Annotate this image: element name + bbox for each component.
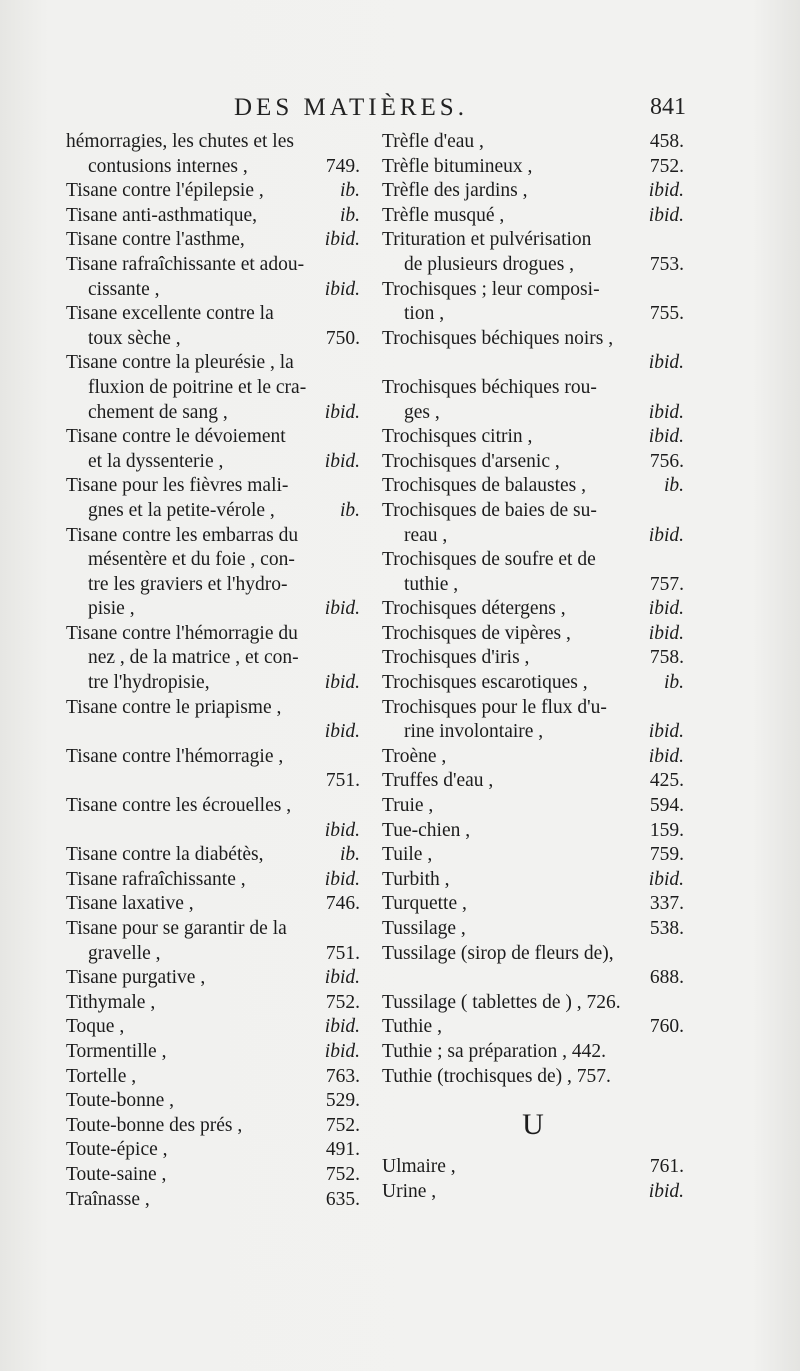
entry-line: [382, 179, 684, 204]
entry-text: Trochisques détergens ,: [382, 598, 566, 620]
entry-text: Tuthie ,: [382, 1016, 442, 1038]
page-reference: ibid.: [324, 450, 360, 472]
entry-line: [382, 130, 684, 155]
entry-text: mésentère et du foie , con-: [88, 549, 295, 571]
entry-line: [66, 253, 360, 278]
entry-line: [382, 892, 684, 917]
entry-line: [382, 204, 684, 229]
page-reference: ibid.: [648, 352, 684, 374]
index-entry: [382, 450, 684, 475]
index-entry: [382, 843, 684, 868]
page-reference: 752.: [325, 1114, 360, 1136]
index-entry: [382, 228, 684, 277]
entry-line: [66, 843, 360, 868]
index-entry: [382, 1015, 684, 1040]
entry-text: Tisane anti-asthmatique,: [66, 204, 258, 226]
entry-line: [66, 868, 360, 893]
entry-text: ges ,: [404, 401, 440, 423]
index-entry: [382, 474, 684, 499]
entry-line: [66, 1114, 360, 1139]
entry-text: Tussilage (sirop de fleurs de),: [382, 942, 614, 964]
index-entry: [382, 179, 684, 204]
entry-line: [382, 597, 684, 622]
page-reference: ibid.: [324, 868, 360, 890]
entry-text: Trochisques pour le flux d'u-: [382, 696, 607, 718]
index-entry: [66, 1089, 360, 1114]
entry-text: hémorragies, les chutes et les: [66, 131, 294, 152]
entry-line: [382, 253, 684, 278]
page-reference: 635.: [325, 1188, 360, 1210]
page-reference: ib.: [663, 475, 684, 497]
index-entry: [382, 868, 684, 893]
entry-line: [66, 351, 360, 376]
entry-text: chement de sang ,: [88, 401, 228, 423]
entry-text: Trèfle bitumineux ,: [382, 155, 533, 177]
entry-line: [66, 130, 360, 155]
page-reference: ibid.: [648, 524, 684, 546]
entry-line: [66, 302, 360, 327]
entry-line: [66, 622, 360, 647]
section-letter: U: [522, 1108, 544, 1142]
page-reference: 529.: [325, 1090, 360, 1112]
page-reference: 757.: [649, 573, 684, 595]
page-reference: 752.: [325, 991, 360, 1013]
page-reference: ibid.: [648, 622, 684, 644]
index-entry: [382, 425, 684, 450]
entry-line: [66, 524, 360, 549]
index-entry: [66, 843, 360, 868]
entry-text: Tisane contre les écrouelles ,: [66, 795, 292, 817]
entry-line: [66, 917, 360, 942]
page-reference: ibid.: [324, 721, 360, 743]
entry-line: [382, 450, 684, 475]
entry-text: Tisane excellente contre la: [66, 303, 274, 325]
entry-text: Tisane contre le priapisme ,: [66, 696, 282, 718]
index-column-right: [382, 130, 684, 1204]
entry-text: Trochisques de vipères ,: [382, 622, 571, 644]
page-reference: 761.: [649, 1156, 684, 1178]
page-reference: 751.: [325, 942, 360, 964]
page-reference: ibid.: [324, 598, 360, 620]
entry-line: [382, 376, 684, 401]
entry-line: [382, 401, 684, 426]
index-entry: [382, 819, 684, 844]
entry-text: Trèfle d'eau ,: [382, 131, 484, 152]
index-entry: [66, 253, 360, 302]
entry-line: [66, 769, 360, 794]
index-entry: [382, 499, 684, 548]
page-reference: 337.: [649, 893, 684, 915]
index-entry: [66, 991, 360, 1016]
entry-line: [66, 794, 360, 819]
entry-line: [66, 1065, 360, 1090]
page-reference: 758.: [649, 647, 684, 669]
entry-line: [66, 991, 360, 1016]
page-reference: 538.: [649, 918, 684, 939]
entry-line: [66, 819, 360, 844]
index-entry: [382, 745, 684, 770]
index-entry: [382, 696, 684, 745]
entry-line: [382, 966, 684, 991]
entry-line: [66, 376, 360, 401]
entry-text: Toque ,: [66, 1016, 125, 1038]
entry-text: pisie ,: [88, 598, 135, 620]
page-reference: ibid.: [648, 426, 684, 448]
index-entry: [66, 868, 360, 893]
entry-text: Toute-épice ,: [66, 1139, 168, 1161]
entry-line: [66, 1163, 360, 1188]
page-reference: ib.: [339, 180, 360, 202]
entry-line: [382, 548, 684, 573]
entry-line: [66, 1015, 360, 1040]
entry-text: Tuile ,: [382, 844, 433, 866]
entry-line: [66, 1188, 360, 1213]
index-entry: [382, 155, 684, 180]
entry-text: Tisane purgative ,: [66, 967, 206, 989]
entry-text: de plusieurs drogues ,: [404, 253, 575, 275]
entry-text: Tue-chien ,: [382, 819, 471, 841]
entry-line: [382, 991, 684, 1016]
entry-line: [382, 278, 684, 303]
entry-line: [66, 474, 360, 499]
page-reference: ibid.: [648, 204, 684, 226]
entry-text: tuthie ,: [404, 573, 459, 595]
entry-line: [382, 499, 684, 524]
page-reference: ibid.: [648, 180, 684, 202]
entry-text: Toute-saine ,: [66, 1163, 167, 1185]
entry-text: Trochisques d'arsenic ,: [382, 450, 560, 472]
entry-text: contusions internes ,: [88, 155, 248, 177]
page-reference: ibid.: [324, 401, 360, 423]
entry-line: [382, 302, 684, 327]
index-entry: [66, 524, 360, 622]
entry-text: nez , de la matrice , et con-: [88, 647, 299, 669]
entry-text: et la dyssenterie ,: [88, 450, 224, 472]
entry-line: [66, 1089, 360, 1114]
entry-line: [66, 228, 360, 253]
entry-line: [382, 720, 684, 745]
index-entry: [382, 327, 684, 376]
page-reference: ibid.: [648, 1180, 684, 1202]
index-entry: [66, 204, 360, 229]
entry-text: Tisane contre l'asthme,: [66, 229, 245, 251]
page-reference: 159.: [649, 819, 684, 841]
entry-line: [382, 1180, 684, 1205]
page-reference: 759.: [649, 844, 684, 866]
index-entry: [66, 966, 360, 991]
entry-line: [66, 597, 360, 622]
page-reference: ibid.: [648, 401, 684, 423]
page-reference: ibid.: [324, 672, 360, 694]
page-reference: ibid.: [324, 967, 360, 989]
page-reference: 594.: [649, 795, 684, 817]
entry-text: tre les graviers et l'hydro-: [88, 573, 288, 595]
page-reference: 750.: [325, 327, 360, 349]
entry-text: Turbith ,: [382, 868, 450, 890]
entry-text: tion ,: [404, 303, 445, 325]
entry-text: Tisane rafraîchissante ,: [66, 868, 246, 890]
entry-text: Truffes d'eau ,: [382, 770, 494, 792]
entry-text: Tisane contre l'hémorragie du: [66, 622, 298, 644]
entry-line: [382, 917, 684, 942]
index-entry: [66, 1015, 360, 1040]
entry-text: Toute-bonne des prés ,: [66, 1114, 243, 1136]
entry-line: [382, 351, 684, 376]
entry-line: [382, 942, 684, 967]
index-entry: [66, 1188, 360, 1213]
entry-text: Ulmaire ,: [382, 1156, 456, 1178]
index-entry: [66, 1114, 360, 1139]
index-entry: [66, 302, 360, 351]
entry-line: [382, 1155, 684, 1180]
entry-line: [66, 671, 360, 696]
page-reference: ibid.: [324, 1016, 360, 1038]
page-reference: ib.: [339, 844, 360, 866]
entry-text: Toute-bonne ,: [66, 1090, 175, 1112]
entry-text: Trochisques de baies de su-: [382, 499, 597, 521]
index-entry: [66, 745, 360, 794]
entry-line: [66, 204, 360, 229]
entry-line: [382, 327, 684, 352]
entry-text: Trochisques d'iris ,: [382, 647, 530, 669]
page-reference: 458.: [649, 131, 684, 152]
entry-line: [382, 425, 684, 450]
entry-text: Tisane pour les fièvres mali-: [66, 475, 289, 497]
entry-line: [66, 278, 360, 303]
page-reference: 763.: [325, 1065, 360, 1087]
index-entry: [66, 696, 360, 745]
entry-line: [66, 179, 360, 204]
page-reference: 755.: [649, 303, 684, 325]
index-entry: [66, 351, 360, 425]
page-reference: 688.: [649, 967, 684, 989]
page-reference: ibid.: [324, 1040, 360, 1062]
entry-line: [382, 524, 684, 549]
index-entry: [66, 1163, 360, 1188]
page-reference: 760.: [649, 1016, 684, 1038]
entry-line: [382, 622, 684, 647]
entry-text: gnes et la petite-vérole ,: [88, 499, 275, 521]
entry-text: fluxion de poitrine et le cra-: [88, 376, 307, 398]
entry-line: [382, 1015, 684, 1040]
entry-text: Truie ,: [382, 795, 434, 817]
entry-text: Tisane rafraîchissante et adou-: [66, 253, 305, 275]
entry-text: Tisane contre les embarras du: [66, 524, 299, 546]
entry-text: Tuthie ; sa préparation , 442.: [382, 1040, 607, 1062]
index-entry: [66, 622, 360, 696]
index-entry: [382, 376, 684, 425]
entry-text: Tisane laxative ,: [66, 893, 194, 915]
index-entry: [382, 278, 684, 327]
entry-text: Trèfle des jardins ,: [382, 180, 528, 202]
index-entry: [66, 892, 360, 917]
entry-line: [382, 745, 684, 770]
entry-line: [382, 646, 684, 671]
entry-line: [66, 696, 360, 721]
page-reference: ibid.: [648, 868, 684, 890]
entry-text: Troène ,: [382, 745, 447, 767]
page-reference: ibid.: [648, 721, 684, 743]
entry-line: [382, 794, 684, 819]
entry-line: [382, 1065, 684, 1090]
index-entry: [382, 548, 684, 597]
index-entry: [382, 769, 684, 794]
entry-line: [382, 843, 684, 868]
index-entry: [382, 671, 684, 696]
entry-text: Turquette ,: [382, 893, 467, 915]
entry-text: tre l'hydropisie,: [88, 672, 210, 694]
entry-line: [382, 868, 684, 893]
entry-text: Trèfle musqué ,: [382, 204, 505, 226]
index-entry: [382, 622, 684, 647]
page-reference: 491.: [325, 1139, 360, 1161]
index-entry: [66, 1065, 360, 1090]
entry-text: Traînasse ,: [66, 1188, 150, 1210]
entry-line: [382, 474, 684, 499]
page-reference: ibid.: [324, 229, 360, 251]
index-entry: [382, 892, 684, 917]
page-reference: 752.: [325, 1163, 360, 1185]
page-reference: ibid.: [324, 819, 360, 841]
page-reference: ibid.: [648, 745, 684, 767]
entry-text: Tortelle ,: [66, 1065, 137, 1087]
entry-line: [382, 819, 684, 844]
entry-line: [382, 155, 684, 180]
index-entry: [66, 179, 360, 204]
entry-text: Tisane contre le dévoiement: [66, 426, 286, 448]
page-reference: 756.: [649, 450, 684, 472]
entry-text: rine involontaire ,: [404, 721, 544, 743]
entry-line: [66, 646, 360, 671]
index-entry: [382, 917, 684, 942]
page-reference: 749.: [325, 155, 360, 177]
index-entry: [66, 794, 360, 843]
entry-text: Tisane contre la pleurésie , la: [66, 352, 294, 374]
entry-text: toux sèche ,: [88, 327, 181, 349]
entry-text: Trochisques béchiques rou-: [382, 376, 597, 398]
entry-text: Trochisques ; leur composi-: [382, 278, 600, 300]
index-entry: [382, 942, 684, 991]
entry-line: [66, 942, 360, 967]
entry-line: [66, 401, 360, 426]
entry-line: [66, 425, 360, 450]
index-entry: [382, 1180, 684, 1205]
index-entry: [382, 130, 684, 155]
entry-text: gravelle ,: [88, 942, 161, 964]
entry-text: Trochisques escarotiques ,: [382, 672, 588, 694]
entry-text: Tormentille ,: [66, 1040, 167, 1062]
running-title: DES MATIÈRES.: [234, 94, 468, 121]
index-entry: [382, 204, 684, 229]
entry-line: [66, 450, 360, 475]
index-entry: [382, 1155, 684, 1180]
index-entry: [382, 794, 684, 819]
entry-text: Trochisques de balaustes ,: [382, 475, 587, 497]
entry-text: Trochisques citrin ,: [382, 426, 533, 448]
entry-text: Tussilage ,: [382, 918, 466, 939]
entry-line: [382, 228, 684, 253]
index-column-left: [66, 130, 360, 1212]
entry-line: [382, 769, 684, 794]
page-reference: 753.: [649, 253, 684, 275]
entry-text: Tisane pour se garantir de la: [66, 918, 287, 939]
entry-text: Tuthie (trochisques de) , 757.: [382, 1065, 611, 1087]
index-entry: [382, 597, 684, 622]
index-entry: [382, 1040, 684, 1065]
entry-text: Tisane contre la diabétès,: [66, 844, 264, 866]
entry-line: [66, 1138, 360, 1163]
entry-text: Tisane contre l'hémorragie ,: [66, 745, 284, 767]
entry-text: Urine ,: [382, 1180, 437, 1202]
page-header: [64, 94, 684, 126]
entry-line: [382, 573, 684, 598]
entry-line: [382, 1040, 684, 1065]
index-entry: [66, 1138, 360, 1163]
index-entry: [66, 228, 360, 253]
entry-text: Tussilage ( tablettes de ) , 726.: [382, 991, 621, 1013]
index-entry: [66, 130, 360, 179]
page-reference: ib.: [339, 499, 360, 521]
entry-line: [66, 745, 360, 770]
index-entry: [66, 474, 360, 523]
entry-line: [66, 1040, 360, 1065]
index-entry: [66, 425, 360, 474]
page-reference: ibid.: [324, 278, 360, 300]
entry-text: reau ,: [404, 524, 448, 546]
entry-text: cissante ,: [88, 278, 160, 300]
index-entry: [66, 917, 360, 966]
entry-text: Trochisques de soufre et de: [382, 549, 596, 571]
entry-text: Tithymale ,: [66, 991, 156, 1013]
page-reference: 751.: [325, 770, 360, 792]
page-reference: ibid.: [648, 598, 684, 620]
entry-line: [66, 327, 360, 352]
page-reference: 746.: [325, 893, 360, 915]
entry-line: [66, 892, 360, 917]
page-reference: 752.: [649, 155, 684, 177]
index-entry: [66, 1040, 360, 1065]
entry-line: [66, 966, 360, 991]
page-number: 841: [650, 94, 686, 120]
index-entry: [382, 646, 684, 671]
entry-line: [66, 499, 360, 524]
entry-line: [66, 720, 360, 745]
entry-line: [66, 155, 360, 180]
index-entry: [382, 1065, 684, 1090]
entry-line: [66, 573, 360, 598]
index-entry: [382, 991, 684, 1016]
page-reference: ib.: [339, 204, 360, 226]
entry-text: Trochisques béchiques noirs ,: [382, 327, 614, 349]
entry-line: [382, 696, 684, 721]
entry-text: Tisane contre l'épilepsie ,: [66, 180, 264, 202]
entry-line: [66, 548, 360, 573]
entry-text: Trituration et pulvérisation: [382, 229, 592, 251]
page-reference: 425.: [649, 770, 684, 792]
page-reference: ib.: [663, 672, 684, 694]
entry-line: [382, 671, 684, 696]
